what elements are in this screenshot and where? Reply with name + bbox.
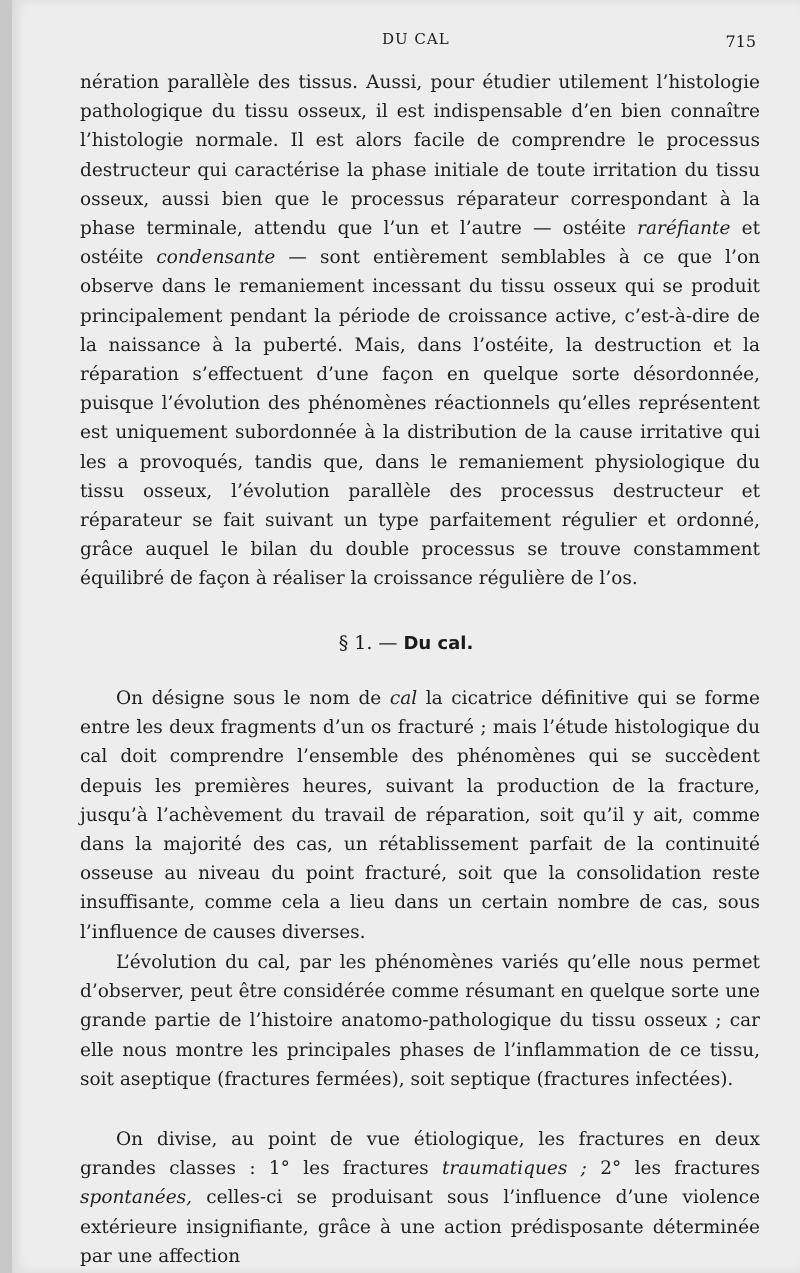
paragraph-1-text-c: — sont entièrement semblables à ce que l’on observe dans le remaniement incessant du tissu osseux qui se produit principalement pendant la période de croissance active, c’est-à-dire de la naissance à la puberté. Mais, dans l’ostéite, la destruction et la réparation s’effectuent d’une façon en quelque sorte désordonnée, puisque l’évolution des phénomènes réactionnels qu’elles représentent est uniquement subordonnée à la distribution de la cause irritative qui les a provoqués, tandis que, dans le remaniement physiologique du tissu osseux, l’évolution parallèle des processus destructeur et réparateur se fait suivant un type parfaitement régulier et ordonné, grâce auquel le bilan du double processus se trouve constamment équilibré de façon à réaliser la croissance régulière de l’os.	[80, 247, 760, 590]
italic-term-cal: cal	[389, 688, 418, 709]
paragraph-1-text-b: et ostéite	[80, 218, 761, 269]
italic-term-spontanees: spontanées,	[80, 1187, 193, 1209]
page-header	[12, 30, 800, 54]
running-title: DU CAL	[382, 30, 450, 48]
paragraph-4	[80, 1125, 760, 1271]
paragraph-2	[80, 684, 760, 947]
paragraph-4-text-c: celles-ci se produisant sous l’influence d’une violence extérieure insignifiante, grâce à une action prédisposante déterminée par une affection	[80, 1187, 760, 1267]
paragraph-2-text-b: la cicatrice définitive qui se forme entre les deux fragments d’un os fracturé ; mais l’étude histologique du cal doit comprendre l’ensemble des phénomènes qui se succèdent depuis les premières heures, suivant la production de la fracture, jusqu’à l’achèvement du travail de réparation, soit qu’il y ait, comme dans la majorité des cas, un rétablissement parfait de la continuité osseuse au niveau du point fracturé, soit que la consolidation reste insuffisante, comme cela a lieu dans un certain nombre de cas, sous l’influence de causes diverses.	[80, 688, 760, 943]
paragraph-1-text-a: nération parallèle des tissus. Aussi, pour étudier utilement l’histologie pathologique du tissu osseux, il est indispensable d’en bien connaître l’histologie normale. Il est alors facile de comprendre le processus destructeur qui caractérise la phase initiale de toute irritation du tissu osseux, aussi bien que le processus réparateur correspondant à la phase terminale, attendu que l’un et l’autre — ostéite	[80, 72, 760, 240]
paragraph-1	[80, 68, 760, 594]
paragraph-4-text-a: On divise, au point de vue étiologique, les fractures en deux grandes classes : 1° les fractures	[80, 1129, 760, 1180]
italic-term-condensante: condensante	[156, 247, 276, 269]
paragraph-4-text-b: 2° les fractures	[586, 1158, 760, 1180]
italic-term-traumatiques: traumatiques ;	[441, 1158, 587, 1180]
section-title: Du cal.	[403, 633, 474, 654]
page-number: 715	[725, 32, 756, 51]
section-heading	[12, 632, 800, 654]
section-number: § 1. —	[338, 632, 398, 654]
paragraph-3: L’évolution du cal, par les phénomènes variés qu’elle nous permet d’observer, peut être considérée comme résumant en quelque sorte une grande partie de l’histoire anatomo-pathologique du tissu osseux ; car elle nous montre les principales phases de l’inflammation de ce tissu, soit aseptique (fractures fermées), soit septique (fractures infectées).	[80, 952, 760, 1090]
paragraph-2-text-a: On désigne sous le nom de	[116, 688, 390, 709]
book-page	[12, 0, 800, 1273]
italic-term-rarefiante: raréfiante	[637, 218, 731, 240]
